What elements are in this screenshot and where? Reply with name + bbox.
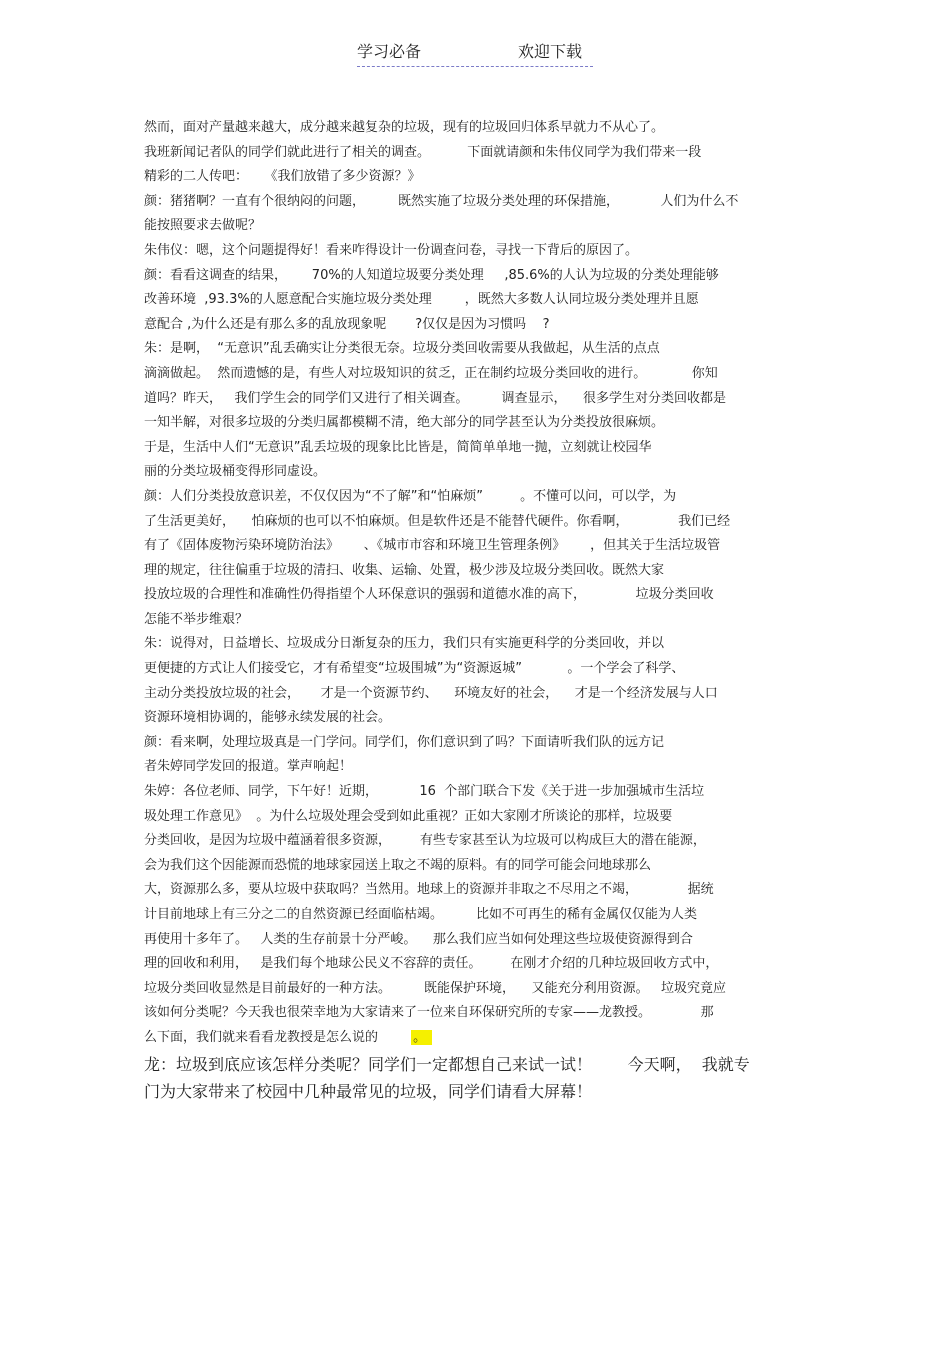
text-line: 主动分类投放垃圾的社会， 才是一个资源节约、 环境友好的社会， 才是一个经济发展与人口 <box>144 685 718 701</box>
document-body <box>144 116 808 1105</box>
text-line: 滴滴做起。 然而遗憾的是，有些人对垃圾知识的贫乏，正在制约垃圾分类回收的进行。 你知 <box>144 365 718 381</box>
text-line: 朱伟仪：嗯，这个问题提得好！看来咋得设计一份调查问卷，寻找一下背后的原因了。 <box>144 242 639 258</box>
text-line: 理的回收和利用， 是我们每个地球公民义不容辞的责任。 在刚才介绍的几种垃圾回收方式中， <box>144 956 719 972</box>
text-line: 大，资源那么多，要从垃圾中获取吗？当然用。地球上的资源并非取之不尽用之不竭， 据统 <box>144 882 714 898</box>
text-line: 者朱婷同学发回的报道。掌声响起！ <box>144 759 353 775</box>
text-line: 朱婷：各位老师、同学，下午好！近期， 16 个部门联合下发《关于进一步加强城市生活垃 <box>144 784 705 800</box>
highlight-line-text: 么下面，我们就来看看龙教授是怎么说的 <box>144 1029 412 1045</box>
text-line: 该如何分类呢？今天我也很荣幸地为大家请来了一位来自环保研究所的专家——龙教授。 那 <box>144 1005 714 1021</box>
text-line: 朱：说得对，日益增长、垃圾成分日渐复杂的压力，我们只有实施更科学的分类回收，并以 <box>144 636 665 652</box>
text-line: 于是，生活中人们“无意识”乱丢垃圾的现象比比皆是，简简单单地一抛，立刻就让校园华 <box>144 439 652 455</box>
text-line: 精彩的二人传吧： 《我们放错了多少资源？》 <box>144 169 421 185</box>
text-line: 一知半解，对很多垃圾的分类归属都模糊不清，绝大部分的同学甚至认为分类投放很麻烦。 <box>144 415 665 431</box>
header-right-text: 欢迎下载 <box>518 42 583 61</box>
text-line: 再使用十多年了。 人类的生存前景十分严峻。 那么我们应当如何处理这些垃圾使资源得到合 <box>144 931 693 947</box>
large-text-line: 门为大家带来了校园中几种最常见的垃圾，同学们请看大屏幕！ <box>144 1081 593 1101</box>
highlighted-mark: 。 <box>411 1030 432 1045</box>
text-line: 颜：看看这调查的结果， 70%的人知道垃圾要分类处理 ,85.6%的人认为垃圾的分类处理能够 <box>144 267 719 283</box>
text-line: 计目前地球上有三分之二的自然资源已经面临枯竭。 比如不可再生的稀有金属仅仅能为人类 <box>144 907 698 922</box>
text-line: 然而，面对产量越来越大，成分越来越复杂的垃圾，现有的垃圾回归体系早就力不从心了。 <box>144 120 665 135</box>
text-line: 改善环境 ,93.3%的人愿意配合实施垃圾分类处理 ，既然大多数人认同垃圾分类处理并且愿 <box>144 292 699 308</box>
text-line: 分类回收，是因为垃圾中蕴涵着很多资源， 有些专家甚至认为垃圾可以构成巨大的潜在能源， <box>144 833 706 849</box>
text-line: 更便捷的方式让人们接受它，才有希望变“垃圾围城”为“资源返城” 。一个学会了科学、 <box>144 661 685 677</box>
text-line: 颜：看来啊，处理垃圾真是一门学问。同学们，你们意识到了吗？下面请听我们队的远方记 <box>144 734 665 750</box>
large-text-line: 龙：垃圾到底应该怎样分类呢？同学们一定都想自己来试一试！ 今天啊， 我就专 <box>144 1054 750 1074</box>
text-line: 丽的分类垃圾桶变得形同虚设。 <box>144 464 327 480</box>
text-line: 意配合 ,为什么还是有那么多的乱放现象呢 ?仅仅是因为习惯吗 ? <box>144 316 550 332</box>
text-line: 垃圾分类回收显然是目前最好的一种方法。 既能保护环境， 又能充分利用资源。 垃圾究竟应 <box>144 980 726 996</box>
page-header <box>357 42 593 67</box>
text-line: 了生活更美好， 怕麻烦的也可以不怕麻烦。但是软件还是不能替代硬件。你看啊， 我们已经 <box>144 513 731 529</box>
text-line: 颜：人们分类投放意识差，不仅仅因为“不了解”和“怕麻烦” 。不懂可以问，可以学，为 <box>144 488 677 504</box>
text-line: 理的规定，往往偏重于垃圾的清扫、收集、运输、处置，极少涉及垃圾分类回收。既然大家 <box>144 562 665 578</box>
header-left-text: 学习必备 <box>357 42 422 61</box>
text-line: 怎能不举步维艰？ <box>144 611 249 627</box>
text-line-highlighted <box>144 1026 808 1051</box>
text-line: 有了《固体废物污染环境防治法》 、《城市市容和环境卫生管理条例》 ，但其关于生活垃圾管 <box>144 538 721 554</box>
text-line: 圾处理工作意见》 。为什么垃圾处理会受到如此重视？正如大家刚才所谈论的那样，垃圾要 <box>144 808 673 824</box>
text-line: 资源环境相协调的，能够永续发展的社会。 <box>144 710 392 726</box>
text-line: 能按照要求去做呢？ <box>144 218 262 234</box>
text-line: 道吗？昨天， 我们学生会的同学们又进行了相关调查。 调查显示， 很多学生对分类回收都是 <box>144 390 726 406</box>
text-line: 朱：是啊， “无意识”乱丢确实让分类很无奈。垃圾分类回收需要从我做起，从生活的点点 <box>144 341 660 357</box>
text-line: 颜：猪猪啊？一直有个很纳闷的问题， 既然实施了垃圾分类处理的环保措施， 人们为什么不 <box>144 193 739 209</box>
text-line: 投放垃圾的合理性和准确性仍得指望个人环保意识的强弱和道德水准的高下， 垃圾分类回收 <box>144 587 714 603</box>
text-line: 会为我们这个因能源而恐慌的地球家园送上取之不竭的原料。有的同学可能会问地球那么 <box>144 857 652 873</box>
text-line: 我班新闻记者队的同学们就此进行了相关的调查。 下面就请颜和朱伟仪同学为我们带来一段 <box>144 144 702 160</box>
